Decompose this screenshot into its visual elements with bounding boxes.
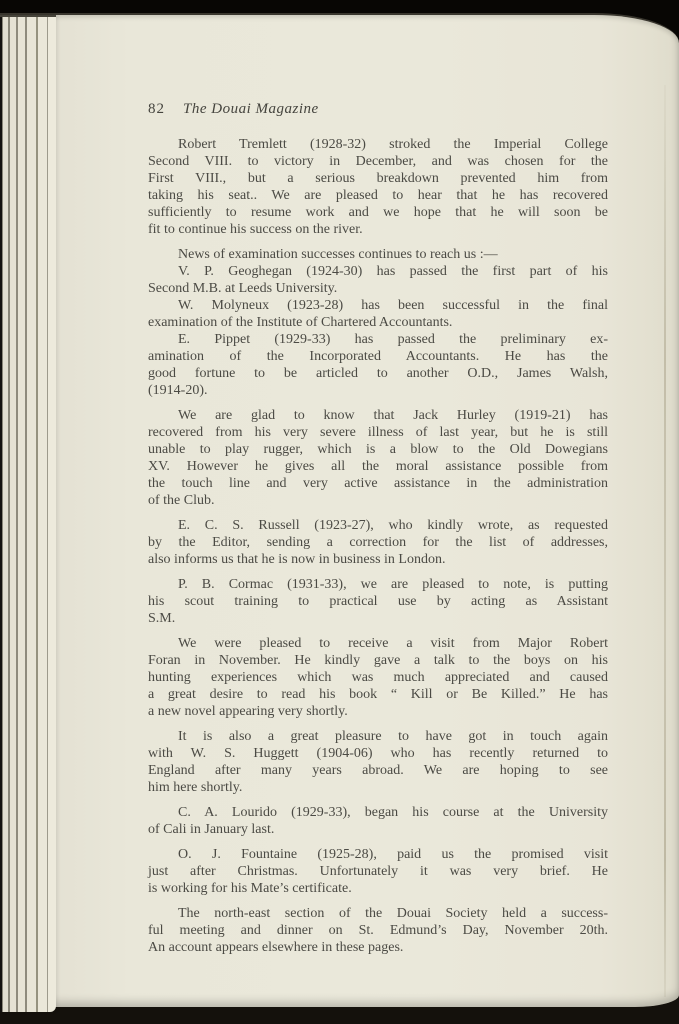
text-line: Robert Tremlett (1928-32) stroked the Imperial College: [178, 137, 608, 152]
paragraph: [148, 517, 608, 568]
text-line: The north-east section of the Douai Society held a success-: [178, 906, 608, 921]
text-line: the touch line and very active assistance in the administration: [148, 476, 608, 491]
page-edge-stack: [0, 15, 56, 1012]
paragraph: [148, 331, 608, 399]
text-line: recovered from his very severe illness of last year, but he is still: [148, 425, 608, 440]
book-page: [0, 13, 679, 1007]
text-line: Second VIII. to victory in December, and was chosen for the: [148, 154, 608, 169]
text-line: sufficiently to resume work and we hope that he will soon be: [148, 205, 608, 220]
text-line: amination of the Incorporated Accountants. He has the: [148, 349, 608, 364]
paragraph: [148, 635, 608, 720]
text-line: examination of the Institute of Chartered Accountants.: [148, 315, 453, 330]
text-line: by the Editor, sending a correction for the list of addresses,: [148, 535, 608, 550]
body-text: [148, 136, 608, 956]
text-line: Foran in November. He kindly gave a talk to the boys on his: [148, 653, 608, 668]
text-line: of Cali in January last.: [148, 822, 275, 837]
text-line: taking his seat.. We are pleased to hear that he has recovered: [148, 188, 608, 203]
text-line: just after Christmas. Unfortunately it was very brief. He: [148, 864, 608, 879]
text-line: News of examination successes continues to reach us :—: [178, 247, 498, 262]
text-line: of the Club.: [148, 493, 215, 508]
page-number: 82: [148, 101, 165, 117]
text-column: [148, 100, 608, 956]
text-line: also informs us that he is now in business in London.: [148, 552, 446, 567]
running-head: [148, 100, 608, 118]
text-line: O. J. Fountaine (1925-28), paid us the promised visit: [178, 847, 608, 862]
paragraph: [148, 846, 608, 897]
paragraph: [148, 263, 608, 297]
paragraph: [148, 576, 608, 627]
magazine-title: The Douai Magazine: [183, 101, 319, 117]
text-line: P. B. Cormac (1931-33), we are pleased to note, is putting: [178, 577, 608, 592]
text-line: a new novel appearing very shortly.: [148, 704, 348, 719]
text-line: a great desire to read his book “ Kill or Be Killed.” He has: [148, 687, 608, 702]
paragraph: [148, 136, 608, 238]
paragraph: [148, 905, 608, 956]
text-line: V. P. Geoghegan (1924-30) has passed the first part of his: [178, 264, 608, 279]
text-line: unable to play rugger, which is a blow to the Old Dowegians: [148, 442, 608, 457]
text-line: An account appears elsewhere in these pages.: [148, 940, 404, 955]
text-line: good fortune to be articled to another O.D., James Walsh,: [148, 366, 608, 381]
text-line: First VIII., but a serious breakdown prevented him from: [148, 171, 608, 186]
text-line: Second M.B. at Leeds University.: [148, 281, 338, 296]
text-line: XV. However he gives all the moral assistance possible from: [148, 459, 608, 474]
paragraph: [148, 246, 608, 263]
text-line: W. Molyneux (1923-28) has been successful in the final: [178, 298, 608, 313]
text-line: hunting experiences which was much appreciated and caused: [148, 670, 608, 685]
text-line: him here shortly.: [148, 780, 243, 795]
paragraph: [148, 297, 608, 331]
text-line: with W. S. Huggett (1904-06) who has recently returned to: [148, 746, 608, 761]
text-line: C. A. Lourido (1929-33), began his course at the University: [178, 805, 608, 820]
text-line: ful meeting and dinner on St. Edmund’s Day, November 20th.: [148, 923, 608, 938]
paragraph: [148, 407, 608, 509]
text-line: S.M.: [148, 611, 176, 626]
text-line: E. C. S. Russell (1923-27), who kindly wrote, as requested: [178, 518, 608, 533]
text-line: We are glad to know that Jack Hurley (1919-21) has: [178, 408, 608, 423]
paragraph: [148, 804, 608, 838]
text-line: We were pleased to receive a visit from Major Robert: [178, 636, 608, 651]
text-line: is working for his Mate’s certificate.: [148, 881, 352, 896]
text-line: his scout training to practical use by acting as Assistant: [148, 594, 608, 609]
page-crease: [664, 85, 666, 997]
text-line: England after many years abroad. We are hoping to see: [148, 763, 608, 778]
text-line: It is also a great pleasure to have got in touch again: [178, 729, 608, 744]
paragraph: [148, 728, 608, 796]
text-line: (1914-20).: [148, 383, 208, 398]
text-line: E. Pippet (1929-33) has passed the preliminary ex-: [178, 332, 608, 347]
text-line: fit to continue his success on the river.: [148, 222, 363, 237]
